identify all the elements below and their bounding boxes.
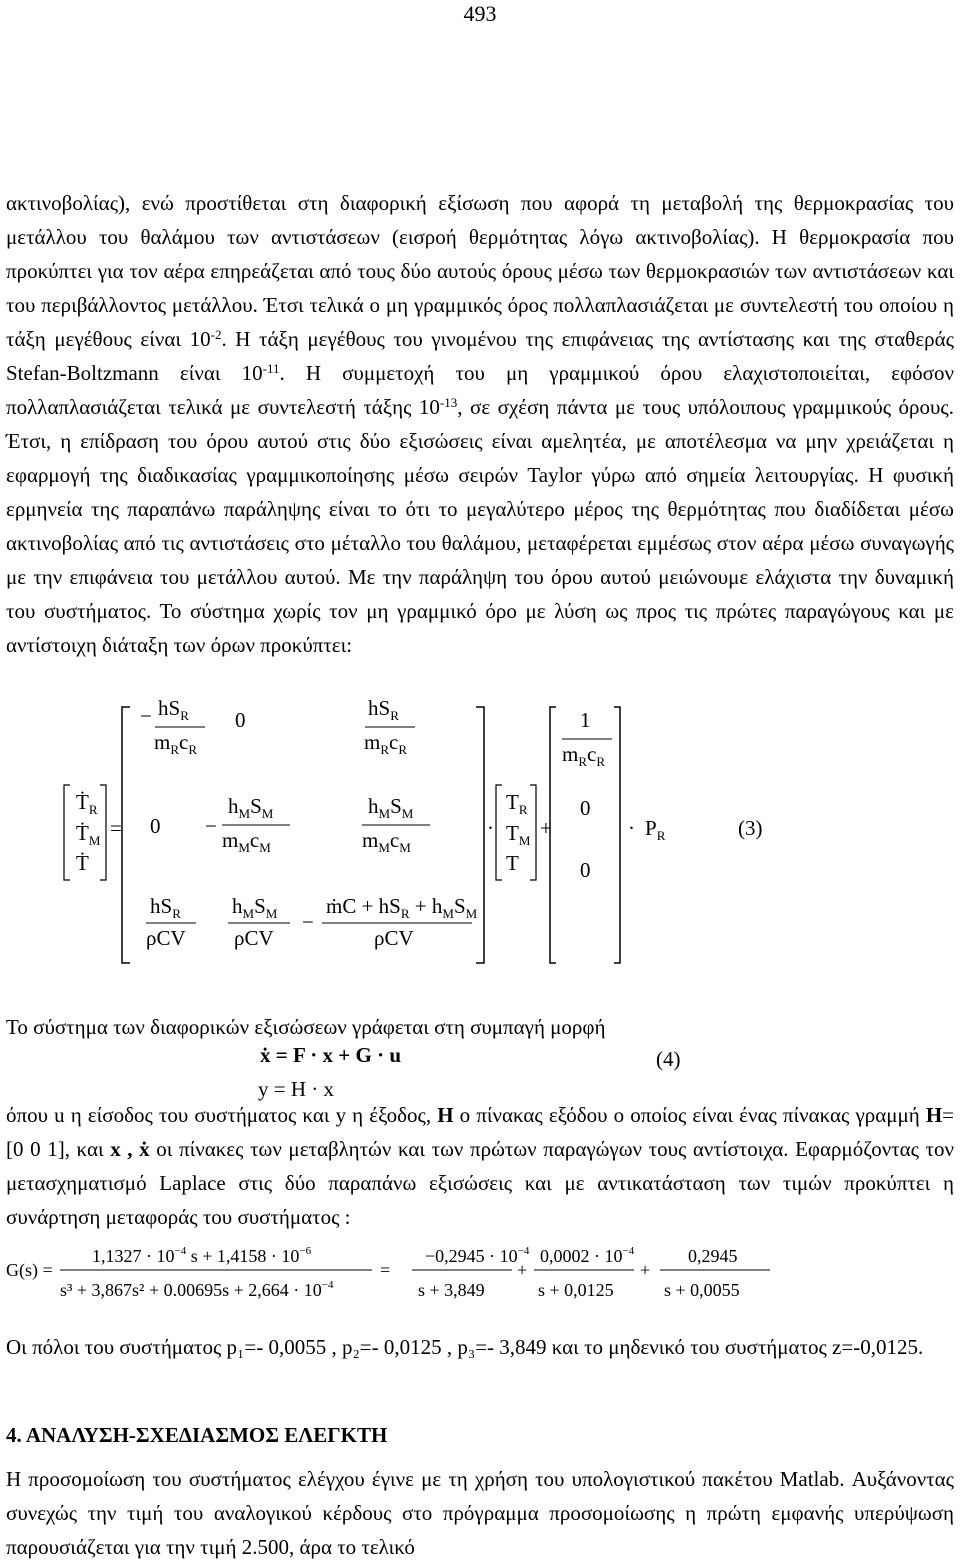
tf-num3: $0,0002 \cdot 10^{-4}$ [540, 1245, 635, 1266]
vector-x: x , ẋ [110, 1137, 150, 1161]
after-eq4-text-2: ο πίνακας εξόδου ο οποίος είναι ένας πίνακας γραμμή [453, 1103, 926, 1127]
eq3-minus: − [302, 910, 314, 934]
matrix-H: H [925, 1103, 943, 1127]
eq3-hMSM: $h_MS_M$ [228, 794, 274, 821]
eq3-TR: $T_R$ [506, 790, 528, 817]
eq3-zero: 0 [580, 858, 591, 882]
eq3-mRcR: $m_Rc_R$ [154, 730, 198, 757]
exponent: -11 [262, 361, 280, 376]
eq3-rhoCV: ρCV [374, 926, 414, 950]
eq3-one: 1 [580, 708, 591, 732]
eq3-zero: 0 [235, 708, 246, 732]
tf-den3: s + 0,0125 [538, 1280, 614, 1300]
eq3-T-dot: Ṫ [76, 851, 89, 875]
eq4-line2: y = H · x [258, 1077, 335, 1101]
eq4-number: (4) [656, 1047, 681, 1071]
tf-den4: s + 0,0055 [664, 1280, 740, 1300]
tf-den2: s + 3,849 [418, 1280, 485, 1300]
eq3-dot: · [487, 816, 494, 840]
eq3-TM: $T_M$ [506, 821, 531, 848]
matrix-H: H [437, 1103, 454, 1127]
eq3-mMcM: $m_Mc_M$ [362, 828, 411, 855]
eq3-hSR: $hS_R$ [368, 696, 399, 723]
after-eq4-text-1: όπου u η είσοδος του συστήματος και y η έξοδος, [6, 1103, 438, 1127]
after-eq4-text-4: οι πίνακες των μεταβλητών και των πρώτων παραγώγων τους αντίστοιχα. Εφαρμόζοντας τον μετασχηματισμό Laplace στις δύο παραπάνω εξισώσεις και με αντικατάσταση των τιμών προκύπτει η συνάρτηση μεταφοράς του συστήματος : [6, 1137, 954, 1229]
eq3-minus: − [205, 814, 217, 838]
eq3-dot: · [628, 816, 635, 840]
intro-text-2: . Η τάξη μεγέθους του γινομένου της επιφάνειας της αντίστασης και της σταθεράς Stefan-Boltzmann είναι 10 [6, 327, 954, 385]
after-eq4-paragraph [6, 1098, 954, 1234]
eq3-mMcM: $m_Mc_M$ [222, 828, 271, 855]
intro-text-3: . Η συμμετοχή του μη γραμμικού όρου ελαχιστοποιείται, εφόσον πολλαπλασιάζεται τελικά με συντελεστή τάξης 10 [6, 361, 954, 419]
eq3-hMSM: $h_MS_M$ [368, 794, 414, 821]
poles-paragraph: Οι πόλοι του συστήματος p₁=- 0,0055 , p₂=- 0,0125 , p₃=- 3,849 και το μηδενικό του συστήματος z=-0,0125. [6, 1335, 924, 1359]
eq3-rhoCV: ρCV [234, 926, 274, 950]
intro-paragraph [6, 186, 954, 662]
page-number: 493 [463, 1, 497, 26]
transfer-function [0, 1240, 960, 1310]
tf-plus: + [640, 1260, 651, 1280]
eq3-TR-dot: Ṫ$_R$ [76, 790, 98, 817]
intro-text-4: , σε σχέση πάντα με τους υπόλοιπους γραμμικούς όρους. Έτσι, η επίδραση του όρου αυτού στις δύο εξισώσεις είναι αμελητέα, με αποτέλεσμα να μην χρειάζεται η εφαρμογή της διαδικασίας γραμμικοποίησης μέσω σειρών Taylor γύρω από σημεία λειτουργίας. Η φυσική ερμηνεία της παραπάνω παράληψης είναι το ότι το μεγαλύτερο μέρος της θερμότητας που διαδίδεται μέσω ακτινοβολίας από τις αντιστάσεις στο μέταλλο του θαλάμου, μεταφέρεται εμμέσως στον αέρα μέσω συναγωγής με την επιφάνεια του μετάλλου αυτού. Με την παράληψη του όρου αυτού μειώνουμε ελάχιστα την δυναμική του συστήματος. Το σύστημα χωρίς τον μη γραμμικό όρο με λύση ως προς τις πρώτες παραγώγους και με αντίστοιχη διάταξη των όρων προκύπτει: [6, 395, 954, 657]
equation-3 [0, 685, 960, 975]
tf-num4: 0,2945 [688, 1246, 738, 1266]
eq3-equals: = [110, 816, 122, 840]
after-eq4-text-3: =[0 0 1], και [6, 1103, 955, 1161]
eq3-zero: 0 [150, 814, 161, 838]
eq4-line1: ẋ = F · x + G · u [260, 1043, 402, 1067]
tf-num1: $1,1327 \cdot 10^{-4}$ $s + 1,4158 \cdot 10^{-6}$ [92, 1245, 312, 1266]
exponent: -2 [210, 327, 222, 342]
eq3-TM-dot: Ṫ$_M$ [76, 821, 101, 848]
tf-plus: + [517, 1260, 528, 1280]
eq3-PR: $P_R$ [645, 816, 666, 843]
eq3-plus: + [540, 816, 552, 840]
eq3-mRcR: $m_Rc_R$ [562, 742, 606, 769]
eq3-hMSM: $h_MS_M$ [232, 894, 278, 921]
eq3-hSR: $hS_R$ [150, 894, 181, 921]
eq3-hSR: $hS_R$ [158, 696, 189, 723]
tf-equals: = [380, 1260, 391, 1280]
compact-intro: Το σύστημα των διαφορικών εξισώσεων γράφεται στη συμπαγή μορφή [6, 1015, 606, 1039]
tf-num2: $-0,2945 \cdot 10^{-4}$ [425, 1245, 530, 1266]
section-heading: 4. ΑΝΑΛΥΣΗ-ΣΧΕΔΙΑΣΜΟΣ ΕΛΕΓΚΤΗ [6, 1423, 388, 1447]
eq3-T: T [506, 851, 519, 875]
eq3-minus: − [140, 704, 152, 728]
tf-den1: $s^3 + 3,867s^2 + 0.00695s + 2,664 \cdot 10^{-4}$ [60, 1279, 334, 1300]
tf-lhs: G(s) = [6, 1260, 53, 1280]
intro-text-1: ακτινοβολίας), ενώ προστίθεται στη διαφορική εξίσωση που αφορά τη μεταβολή της θερμοκρασίας του μετάλλου του θαλάμου των αντιστάσεων (εισροή θερμότητας λόγω ακτινοβολίας). Η θερμοκρασία που προκύπτει για τον αέρα επηρεάζεται από τους δύο αυτούς όρους μέσω των θερμοκρασιών των αντιστάσεων και του περιβάλλοντος μετάλλου. Έτσι τελικά ο μη γραμμικός όρος πολλαπλασιάζεται με συντελεστή του οποίου η τάξη μεγέθους είναι 10 [6, 191, 954, 351]
eq3-row3-numer: ṁC + $hS_R + h_MS_M$ [326, 894, 478, 921]
final-paragraph: Η προσομοίωση του συστήματος ελέγχου έγινε με τη χρήση του υπολογιστικού πακέτου Matlab. Αυξάνοντας συνεχώς την τιμή του αναλογικού κέρδους στο πρόγραμμα προσομοίωσης η πρώτη εμφανής υπερύψωση παρουσιάζεται για την τιμή 2.500, άρα το τελικό [6, 1467, 954, 1559]
eq3-zero: 0 [580, 796, 591, 820]
eq3-mRcR: $m_Rc_R$ [364, 730, 408, 757]
eq3-number: (3) [738, 816, 763, 840]
eq3-rhoCV: ρCV [146, 926, 186, 950]
exponent: -13 [439, 395, 458, 410]
